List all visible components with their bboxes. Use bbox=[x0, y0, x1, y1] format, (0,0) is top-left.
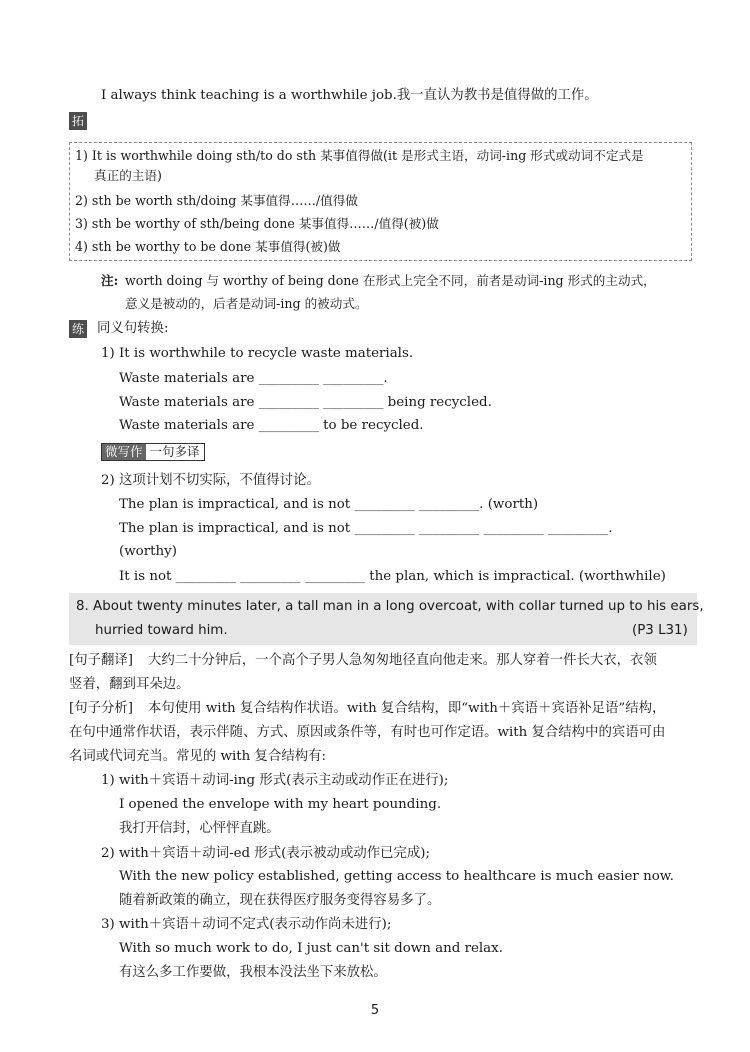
extend-tag: 拓 bbox=[69, 112, 87, 130]
structure-head: 1) with＋宾语＋动词-ing 形式(表示主动或动作正在进行); bbox=[101, 773, 449, 788]
analysis-label: [句子分析] bbox=[69, 701, 134, 716]
practice-tag: 练 bbox=[69, 320, 87, 338]
question-line: Waste materials are _________ _________. bbox=[119, 371, 388, 386]
note-label: 注: bbox=[101, 273, 119, 288]
sentence-8-line: 8. About twenty minutes later, a tall man in a long overcoat, with collar turned up to his ears, bbox=[76, 599, 704, 614]
question-line: It is not _________ _________ _________ the plan, which is impractical. (worthwhile) bbox=[119, 569, 666, 584]
structure-example-zh: 有这么多工作要做，我根本没法坐下来放松。 bbox=[119, 965, 387, 980]
structure-example-en: I opened the envelope with my heart pounding. bbox=[119, 797, 442, 812]
extend-item: 真正的主语) bbox=[94, 168, 162, 183]
structure-head: 2) with＋宾语＋动词-ed 形式(表示被动或动作已完成); bbox=[101, 846, 431, 861]
analysis-line: 本句使用 with 复合结构作状语。with 复合结构，即“with＋宾语＋宾语补足语”结构， bbox=[148, 701, 666, 716]
writing-badge-right: 一句多译 bbox=[149, 444, 200, 459]
page-number: 5 bbox=[370, 1003, 380, 1018]
question-line: (worthy) bbox=[119, 544, 177, 559]
extend-item: 1) It is worthwhile doing sth/to do sth 某事值得做(it 是形式主语，动词-ing 形式或动词不定式是 bbox=[75, 148, 644, 163]
extend-item: 4) sth be worthy to be done 某事值得(被)做 bbox=[75, 239, 341, 254]
translation-line: 竖着，翻到耳朵边。 bbox=[69, 677, 190, 692]
question-line: Waste materials are _________ to be recycled. bbox=[119, 418, 424, 433]
structure-example-zh: 随着新政策的确立，现在获得医疗服务变得容易多了。 bbox=[119, 893, 441, 908]
sentence-8-line: hurried toward him. bbox=[95, 623, 228, 638]
structure-head: 3) with＋宾语＋动词不定式(表示动作尚未进行); bbox=[101, 917, 392, 932]
analysis-line: 在句中通常作状语，表示伴随、方式、原因或条件等，有时也可作定语。with 复合结构中的宾语可由 bbox=[69, 725, 666, 740]
analysis-line: 名词或代词充当。常见的 with 复合结构有: bbox=[69, 749, 327, 764]
practice-title: 同义句转换: bbox=[97, 321, 169, 336]
question-line: The plan is impractical, and is not _________ _________ _________ _________. bbox=[119, 521, 613, 536]
question-line: The plan is impractical, and is not _________ _________. (worth) bbox=[119, 497, 539, 512]
intro-example: I always think teaching is a worthwhile job.我一直认为教书是值得做的工作。 bbox=[101, 88, 598, 103]
extend-item: 2) sth be worth sth/doing 某事值得……/值得做 bbox=[75, 193, 358, 208]
structure-example-zh: 我打开信封，心怦怦直跳。 bbox=[119, 821, 280, 836]
question-prompt: 1) It is worthwhile to recycle waste materials. bbox=[101, 346, 414, 361]
writing-badge-left: 微写作 bbox=[102, 444, 146, 460]
translation-line: 大约二十分钟后，一个高个子男人急匆匆地径直向他走来。那人穿着一件长大衣，衣领 bbox=[148, 653, 657, 668]
writing-badge bbox=[101, 443, 205, 461]
question-prompt: 2) 这项计划不切实际，不值得讨论。 bbox=[101, 473, 320, 488]
note-line: 意义是被动的，后者是动词-ing 的被动式。 bbox=[125, 296, 368, 311]
note-line: worth doing 与 worthy of being done 在形式上完全不同，前者是动词-ing 形式的主动式， bbox=[125, 273, 656, 288]
structure-example-en: With the new policy established, getting access to healthcare is much easier now. bbox=[119, 869, 674, 884]
sentence-8-ref: (P3 L31) bbox=[632, 623, 688, 638]
structure-example-en: With so much work to do, I just can't sit down and relax. bbox=[119, 941, 503, 956]
extend-item: 3) sth be worthy of sth/being done 某事值得……/值得(被)做 bbox=[75, 216, 439, 231]
question-line: Waste materials are _________ _________ being recycled. bbox=[119, 395, 492, 410]
translation-label: [句子翻译] bbox=[69, 653, 134, 668]
